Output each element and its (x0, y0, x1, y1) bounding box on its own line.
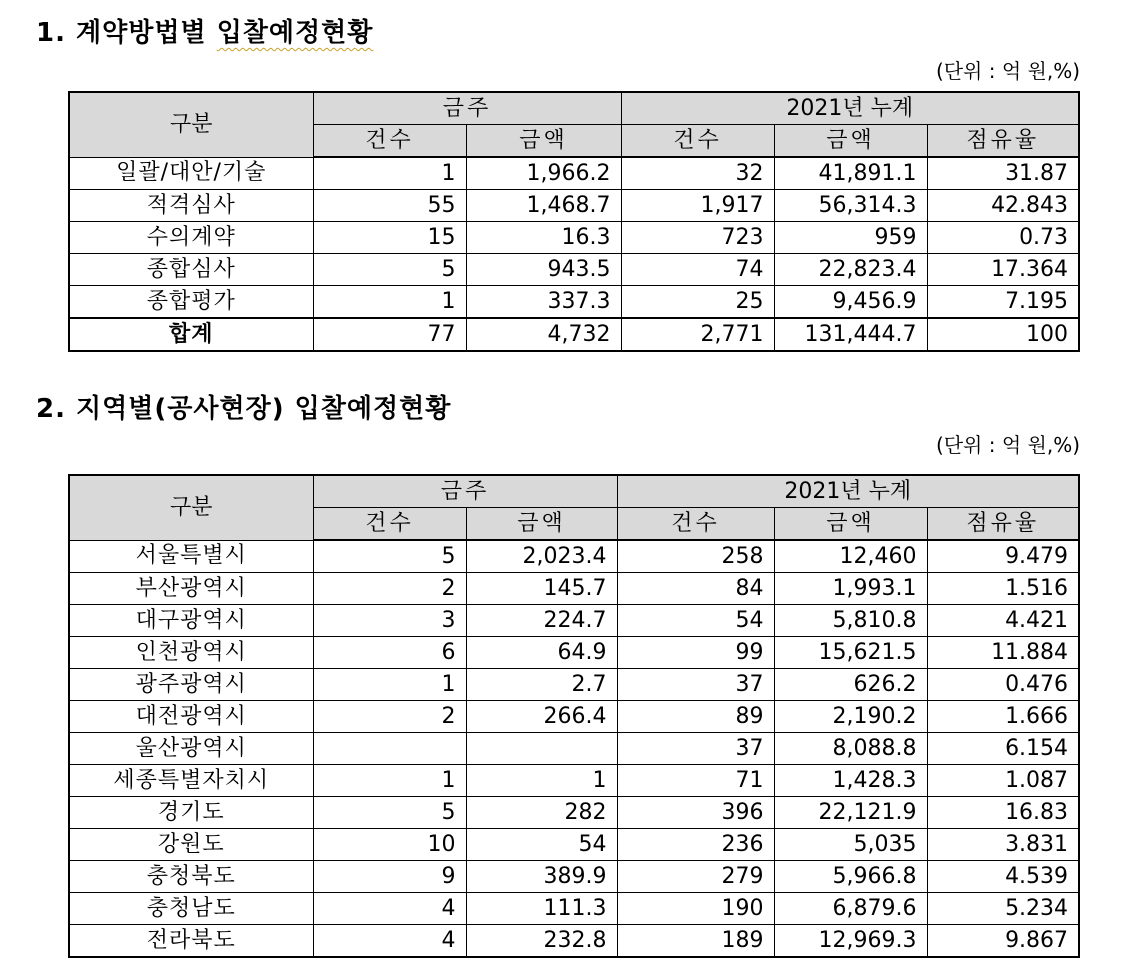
header-cum-amount: 금액 (774, 508, 927, 541)
share-cell: 1.666 (927, 701, 1079, 733)
cum-amount-cell: 626.2 (774, 669, 927, 701)
table-row (69, 765, 1079, 797)
cum-amount-cell: 41,891.1 (774, 157, 927, 190)
table-row (69, 797, 1079, 829)
table-row (69, 733, 1079, 765)
week-amount-cell: 54 (466, 829, 617, 861)
week-count-cell: 77 (313, 318, 466, 351)
week-amount-cell: 232.8 (466, 925, 617, 958)
week-amount-cell: 1,966.2 (466, 157, 621, 190)
share-cell: 6.154 (927, 733, 1079, 765)
week-amount-cell: 64.9 (466, 637, 617, 669)
week-count-cell: 1 (313, 286, 466, 319)
week-count-cell: 1 (313, 157, 466, 190)
week-amount-cell: 224.7 (466, 605, 617, 637)
row-name: 수의계약 (69, 222, 313, 254)
row-name: 서울특별시 (69, 540, 313, 573)
row-name: 충청북도 (69, 861, 313, 893)
week-count-cell: 55 (313, 190, 466, 222)
week-count-cell: 15 (313, 222, 466, 254)
week-count-cell: 6 (313, 637, 466, 669)
header-cumulative: 2021년 누계 (617, 475, 1079, 508)
cum-count-cell: 189 (617, 925, 774, 958)
cum-amount-cell: 5,810.8 (774, 605, 927, 637)
row-name: 충청남도 (69, 893, 313, 925)
section1-title-marked: 입찰예정현황 (216, 18, 374, 48)
cum-amount-cell: 15,621.5 (774, 637, 927, 669)
header-cum-count: 건수 (617, 508, 774, 541)
cum-count-cell: 99 (617, 637, 774, 669)
week-count-cell: 2 (313, 701, 466, 733)
week-amount-cell: 1 (466, 765, 617, 797)
table-row (69, 286, 1079, 319)
table-row (69, 222, 1079, 254)
cum-count-cell: 37 (617, 733, 774, 765)
table-row (69, 925, 1079, 958)
table-row (69, 157, 1079, 190)
cum-amount-cell: 12,969.3 (774, 925, 927, 958)
cum-amount-cell: 1,428.3 (774, 765, 927, 797)
share-cell: 5.234 (927, 893, 1079, 925)
cum-amount-cell: 9,456.9 (774, 286, 927, 319)
week-amount-cell (466, 733, 617, 765)
share-cell: 4.421 (927, 605, 1079, 637)
share-cell: 7.195 (927, 286, 1079, 319)
week-amount-cell: 4,732 (466, 318, 621, 351)
cum-count-cell: 2,771 (621, 318, 774, 351)
week-amount-cell: 337.3 (466, 286, 621, 319)
row-name: 울산광역시 (69, 733, 313, 765)
cum-amount-cell: 2,190.2 (774, 701, 927, 733)
header-week-count: 건수 (313, 125, 466, 158)
cum-count-cell: 74 (621, 254, 774, 286)
week-amount-cell: 282 (466, 797, 617, 829)
share-cell: 0.73 (927, 222, 1079, 254)
total-row (69, 318, 1079, 351)
table-row (69, 829, 1079, 861)
cum-amount-cell: 131,444.7 (774, 318, 927, 351)
week-count-cell: 9 (313, 861, 466, 893)
row-name: 대구광역시 (69, 605, 313, 637)
week-count-cell: 1 (313, 669, 466, 701)
share-cell: 42.843 (927, 190, 1079, 222)
cum-count-cell: 54 (617, 605, 774, 637)
share-cell: 1.087 (927, 765, 1079, 797)
section1-title-plain: 계약방법별 (76, 18, 207, 48)
cum-count-cell: 1,917 (621, 190, 774, 222)
share-cell: 3.831 (927, 829, 1079, 861)
table-row (69, 893, 1079, 925)
row-name: 강원도 (69, 829, 313, 861)
table-row (69, 605, 1079, 637)
header-category: 구분 (69, 92, 313, 157)
week-count-cell: 4 (313, 893, 466, 925)
table-row (69, 861, 1079, 893)
cum-amount-cell: 22,823.4 (774, 254, 927, 286)
row-name: 경기도 (69, 797, 313, 829)
week-amount-cell: 943.5 (466, 254, 621, 286)
header-week-amount: 금액 (466, 125, 621, 158)
cum-count-cell: 396 (617, 797, 774, 829)
section1-number: 1. (36, 18, 66, 48)
week-count-cell: 5 (313, 254, 466, 286)
week-amount-cell: 1,468.7 (466, 190, 621, 222)
section2-title: 2. 지역별(공사현장) 입찰예정현황 (36, 394, 452, 424)
header-cum-amount: 금액 (774, 125, 927, 158)
week-count-cell: 5 (313, 797, 466, 829)
row-name: 종합심사 (69, 254, 313, 286)
cum-amount-cell: 6,879.6 (774, 893, 927, 925)
cum-count-cell: 723 (621, 222, 774, 254)
row-name: 대전광역시 (69, 701, 313, 733)
table-row (69, 254, 1079, 286)
week-amount-cell: 266.4 (466, 701, 617, 733)
cum-amount-cell: 5,966.8 (774, 861, 927, 893)
cum-amount-cell: 5,035 (774, 829, 927, 861)
week-count-cell: 10 (313, 829, 466, 861)
share-cell: 1.516 (927, 573, 1079, 605)
cum-count-cell: 71 (617, 765, 774, 797)
cum-count-cell: 32 (621, 157, 774, 190)
share-cell: 16.83 (927, 797, 1079, 829)
header-cumulative: 2021년 누계 (621, 92, 1079, 125)
header-week-amount: 금액 (466, 508, 617, 541)
cum-amount-cell: 1,993.1 (774, 573, 927, 605)
week-amount-cell: 389.9 (466, 861, 617, 893)
section1-title (36, 12, 373, 49)
share-cell: 17.364 (927, 254, 1079, 286)
cum-count-cell: 37 (617, 669, 774, 701)
cum-count-cell: 89 (617, 701, 774, 733)
header-cum-count: 건수 (621, 125, 774, 158)
share-cell: 100 (927, 318, 1079, 351)
week-count-cell: 5 (313, 540, 466, 573)
cum-count-cell: 84 (617, 573, 774, 605)
week-count-cell: 2 (313, 573, 466, 605)
row-name: 세종특별자치시 (69, 765, 313, 797)
row-name: 전라북도 (69, 925, 313, 958)
row-name: 종합평가 (69, 286, 313, 319)
header-this-week: 금주 (313, 475, 617, 508)
row-name: 부산광역시 (69, 573, 313, 605)
cum-amount-cell: 56,314.3 (774, 190, 927, 222)
table-row (69, 637, 1079, 669)
share-cell: 4.539 (927, 861, 1079, 893)
cum-amount-cell: 959 (774, 222, 927, 254)
week-amount-cell: 2,023.4 (466, 540, 617, 573)
header-share: 점유율 (927, 508, 1079, 541)
row-name: 합계 (69, 318, 313, 351)
row-name: 적격심사 (69, 190, 313, 222)
row-name: 인천광역시 (69, 637, 313, 669)
cum-count-cell: 25 (621, 286, 774, 319)
week-count-cell (313, 733, 466, 765)
table-row (69, 701, 1079, 733)
cum-amount-cell: 22,121.9 (774, 797, 927, 829)
share-cell: 0.476 (927, 669, 1079, 701)
week-amount-cell: 145.7 (466, 573, 617, 605)
share-cell: 11.884 (927, 637, 1079, 669)
week-amount-cell: 111.3 (466, 893, 617, 925)
header-category: 구분 (69, 475, 313, 540)
contract-method-table (68, 91, 1080, 352)
cum-amount-cell: 8,088.8 (774, 733, 927, 765)
section1-unit-note: (단위 : 억 원,%) (935, 59, 1080, 83)
cum-count-cell: 190 (617, 893, 774, 925)
table-row (69, 540, 1079, 573)
share-cell: 9.479 (927, 540, 1079, 573)
header-share: 점유율 (927, 125, 1079, 158)
week-amount-cell: 2.7 (466, 669, 617, 701)
week-count-cell: 1 (313, 765, 466, 797)
row-name: 일괄/대안/기술 (69, 157, 313, 190)
region-table-body (69, 540, 1079, 957)
region-table (68, 474, 1080, 958)
share-cell: 9.867 (927, 925, 1079, 958)
week-count-cell: 4 (313, 925, 466, 958)
cum-count-cell: 236 (617, 829, 774, 861)
week-amount-cell: 16.3 (466, 222, 621, 254)
week-count-cell: 3 (313, 605, 466, 637)
share-cell: 31.87 (927, 157, 1079, 190)
cum-count-cell: 258 (617, 540, 774, 573)
table-row (69, 669, 1079, 701)
header-week-count: 건수 (313, 508, 466, 541)
cum-count-cell: 279 (617, 861, 774, 893)
table-row (69, 190, 1079, 222)
table-row (69, 573, 1079, 605)
header-this-week: 금주 (313, 92, 621, 125)
cum-amount-cell: 12,460 (774, 540, 927, 573)
section2-unit-note: (단위 : 억 원,%) (935, 433, 1080, 457)
row-name: 광주광역시 (69, 669, 313, 701)
contract-method-table-body (69, 157, 1079, 351)
